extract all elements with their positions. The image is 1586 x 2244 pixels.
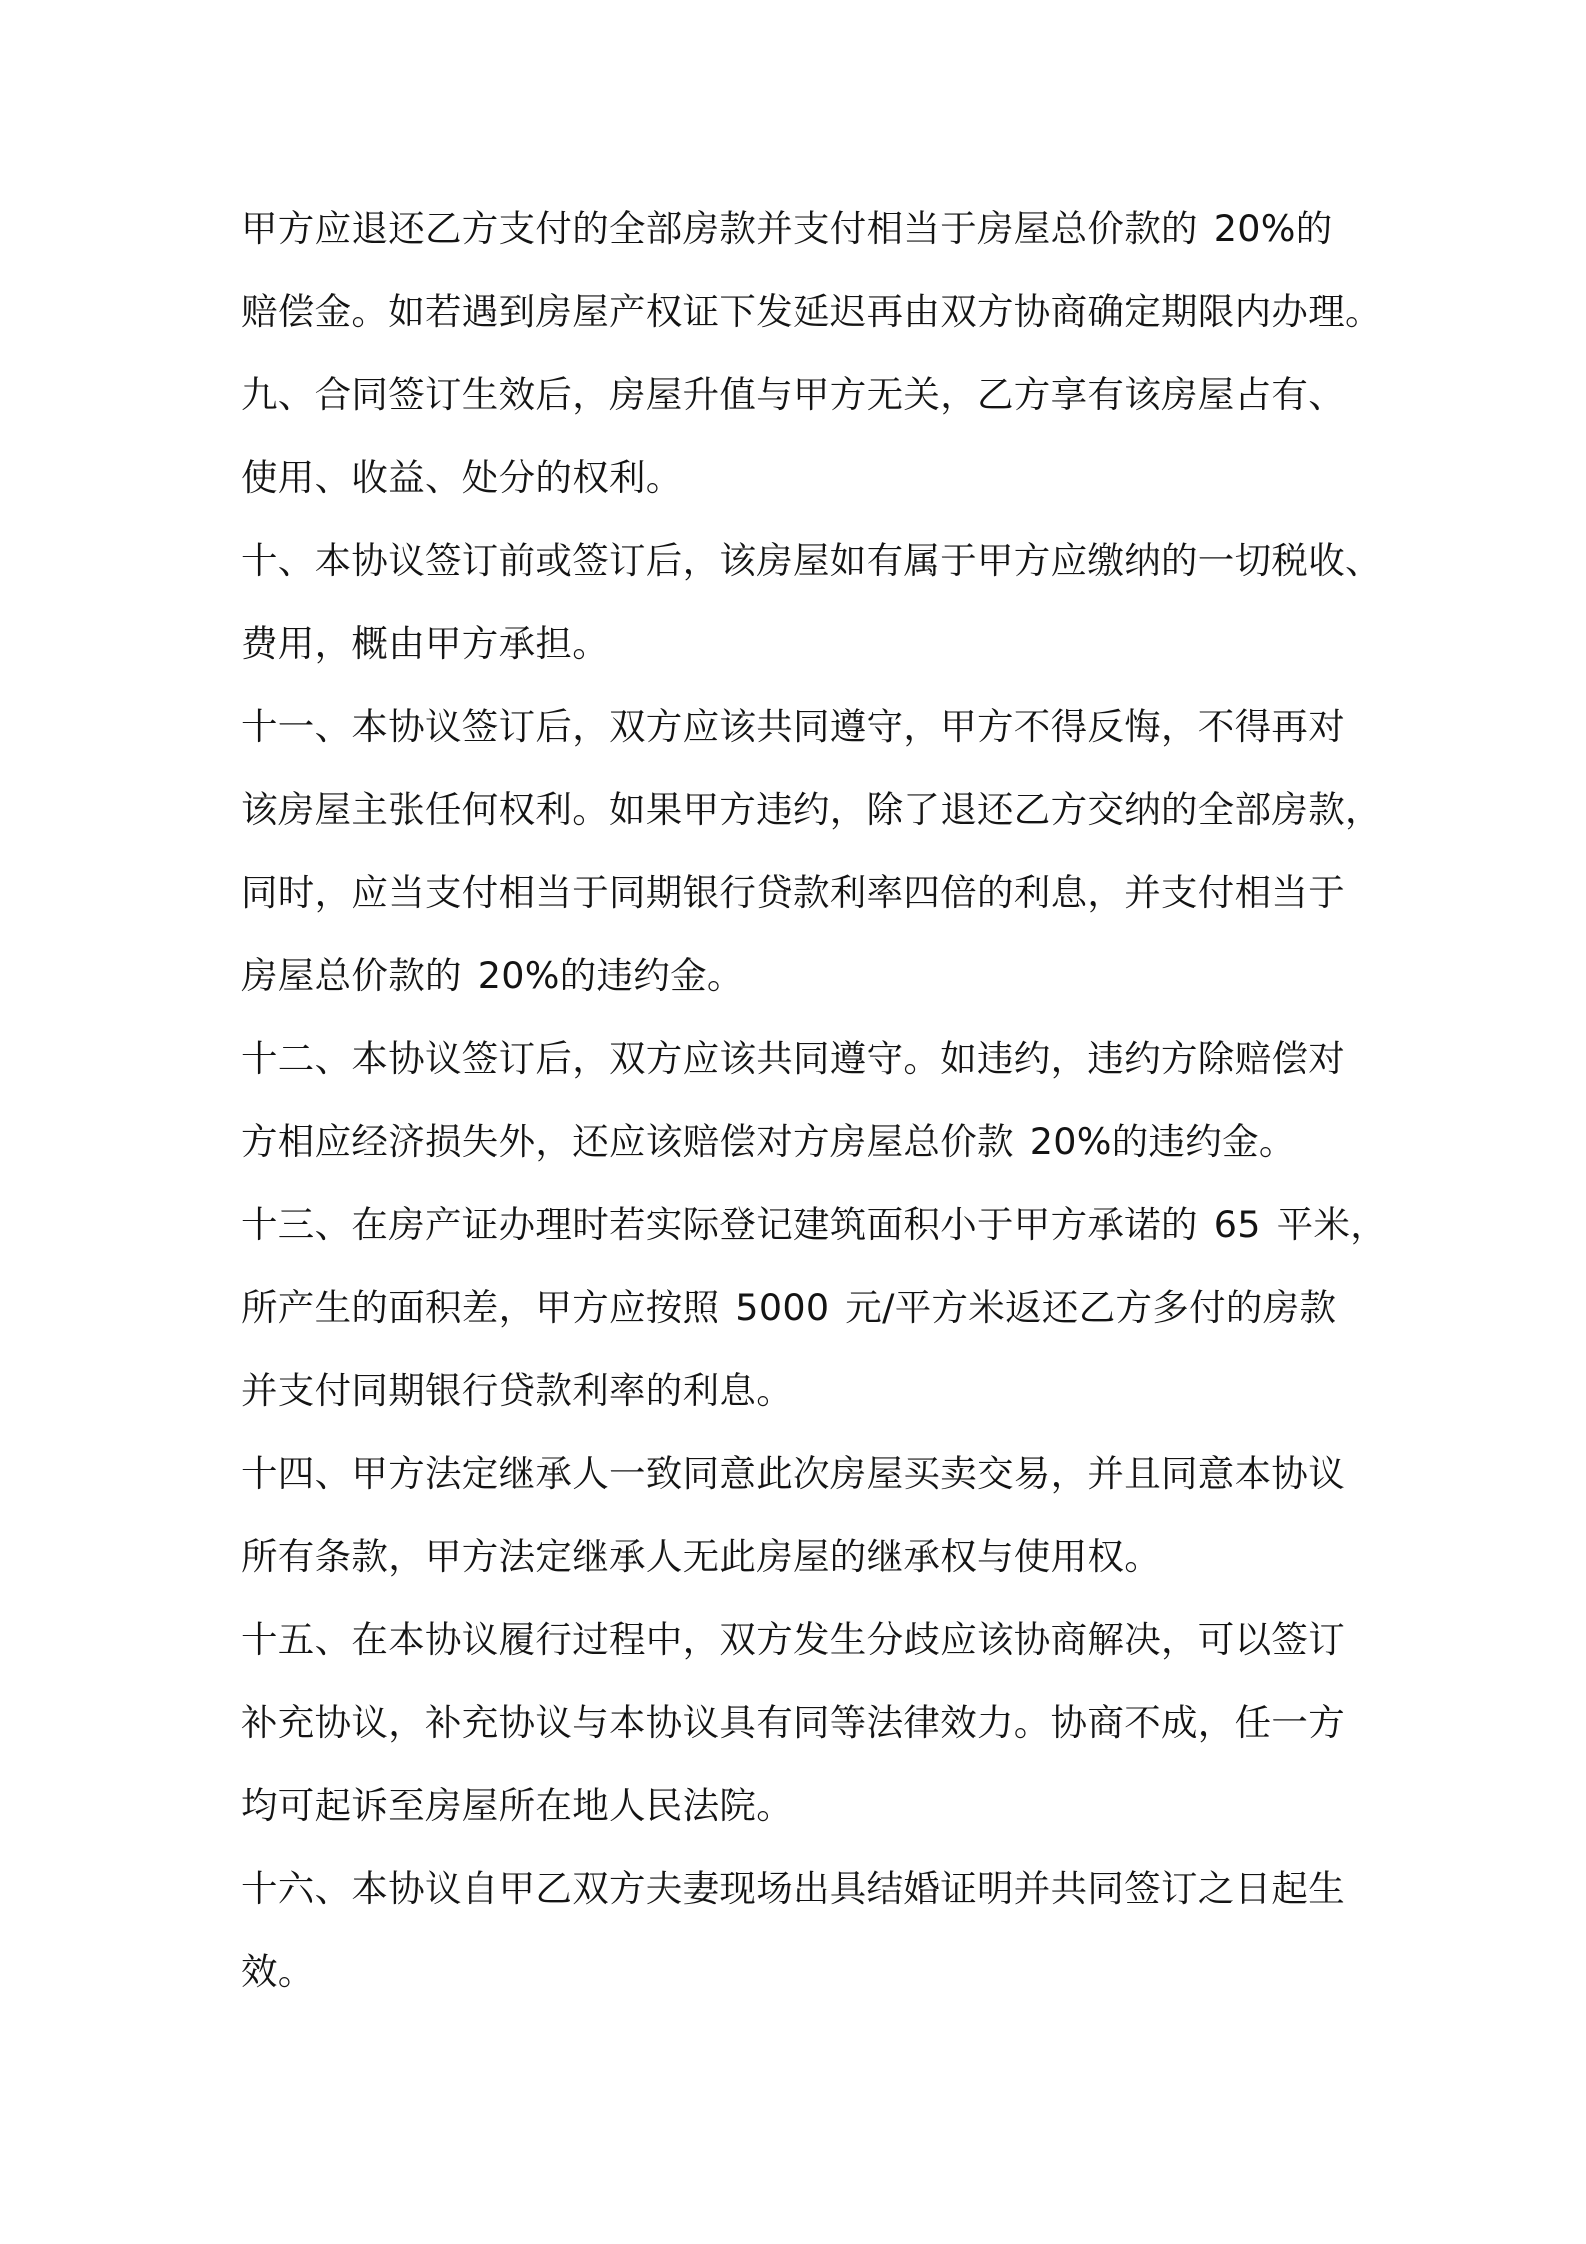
text-line: 所有条款，甲方法定继承人无此房屋的继承权与使用权。 xyxy=(241,1535,1161,1578)
text-line: 补充协议，补充协议与本协议具有同等法律效力。协商不成，任一方 xyxy=(241,1701,1345,1744)
text-line: 所产生的面积差，甲方应按照 5000 元/平方米返还乙方多付的房款 xyxy=(241,1286,1337,1329)
text-line: 方相应经济损失外，还应该赔偿对方房屋总价款 20%的违约金。 xyxy=(241,1120,1296,1163)
clause-10-line: 十、本协议签订前或签订后，该房屋如有属于甲方应缴纳的一切税收、 xyxy=(241,539,1382,582)
text-line: 均可起诉至房屋所在地人民法院。 xyxy=(241,1784,793,1827)
text-line: 甲方应退还乙方支付的全部房款并支付相当于房屋总价款的 20%的 xyxy=(241,207,1333,250)
clause-9-line: 九、合同签订生效后，房屋升值与甲方无关，乙方享有该房屋占有、 xyxy=(241,373,1345,416)
text-line: 使用、收益、处分的权利。 xyxy=(241,456,683,499)
clause-16-line: 十六、本协议自甲乙双方夫妻现场出具结婚证明并共同签订之日起生 xyxy=(241,1867,1345,1910)
text-line: 赔偿金。如若遇到房屋产权证下发延迟再由双方协商确定期限内办理。 xyxy=(241,290,1382,333)
clause-14-line: 十四、甲方法定继承人一致同意此次房屋买卖交易，并且同意本协议 xyxy=(241,1452,1345,1495)
text-line: 房屋总价款的 20%的违约金。 xyxy=(241,954,744,997)
text-line: 效。 xyxy=(241,1950,315,1993)
clause-15-line: 十五、在本协议履行过程中，双方发生分歧应该协商解决，可以签订 xyxy=(241,1618,1345,1661)
clause-11-line: 十一、本协议签订后，双方应该共同遵守，甲方不得反悔，不得再对 xyxy=(241,705,1345,748)
text-line: 并支付同期银行贷款利率的利息。 xyxy=(241,1369,793,1412)
text-line: 费用，概由甲方承担。 xyxy=(241,622,609,665)
clause-13-line: 十三、在房产证办理时若实际登记建筑面积小于甲方承诺的 65 平米， xyxy=(241,1203,1388,1246)
document-body xyxy=(241,198,1388,2024)
clause-12-line: 十二、本协议签订后，双方应该共同遵守。如违约，违约方除赔偿对 xyxy=(241,1037,1345,1080)
text-line: 该房屋主张任何权利。如果甲方违约，除了退还乙方交纳的全部房款， xyxy=(241,788,1382,831)
text-line: 同时，应当支付相当于同期银行贷款利率四倍的利息，并支付相当于 xyxy=(241,871,1345,914)
